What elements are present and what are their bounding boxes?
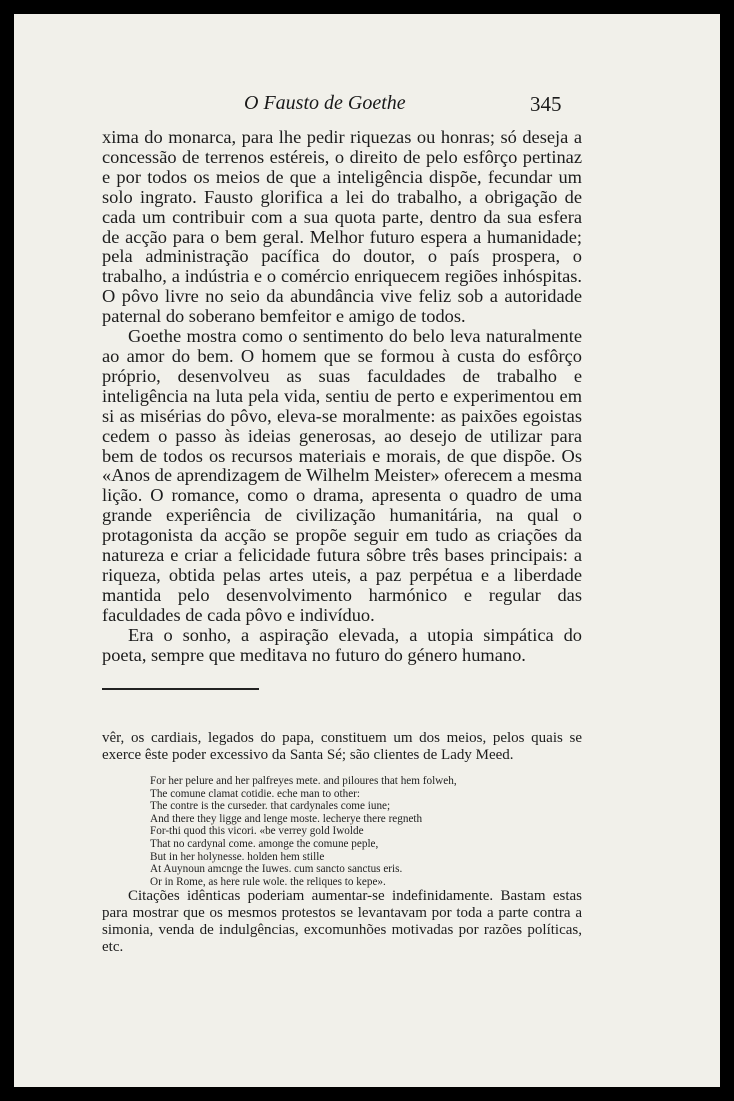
verse-line: That no cardynal come. amonge the comune peple,: [150, 837, 379, 850]
verse-line: Or in Rome, as here rule wole. the reliques to kepe».: [150, 875, 386, 888]
verse-quotation: [150, 775, 570, 888]
verse-line: But in her holynesse. holden hem stille: [150, 850, 325, 863]
page-number: 345: [530, 92, 562, 116]
footnote: [102, 730, 582, 764]
verse-line: The contre is the curseder. that cardynales come iune;: [150, 800, 391, 813]
verse-line: For-thi quod this vicori. «be verrey gold Iwolde: [150, 825, 364, 838]
footnote-divider: [102, 688, 259, 690]
main-text: [102, 128, 582, 665]
footnote-text: vêr, os cardiais, legados do papa, constituem um dos meios, pelos quais se exerce êste poder excessivo da Santa Sé; são clientes de Lady Meed.: [102, 730, 582, 763]
verse-line: For her pelure and her palfreyes mete. and piloures that hem folweh,: [150, 775, 457, 787]
footnote-closing: [102, 888, 582, 956]
verse-line: At Auynoun amcnge the Iuwes. cum sancto sanctus eris.: [150, 863, 403, 876]
running-title: O Fausto de Goethe: [244, 92, 406, 114]
page-header: [14, 92, 720, 118]
footnote-closing-text: Citações idênticas poderiam aumentar-se indefinidamente. Bastam estas para mostrar que os mesmos protestos se levantavam por toda a parte contra a simonia, venda de indulgências, excomunhões motivadas por razões políticas, etc.: [102, 888, 582, 955]
book-page: [14, 14, 720, 1087]
paragraph: xima do monarca, para lhe pedir riquezas ou honras; só deseja a concessão de terrenos estéreis, o direito de pelo esfôrço pertinaz e por todos os meios de que a inteligência dispõe, fecundar um solo ingrato. Fausto glorifica a lei do trabalho, a obrigação de cada um contribuir com a sua quota parte, dentro da sua esfera de acção para o bem geral. Melhor futuro espera a humanidade; pela administração pacífica do doutor, o país prospera, o trabalho, a indústria e o comércio enriquecem regiões inhóspitas. O pôvo livre no seio da abundância vive feliz sob a autoridade paternal do soberano bemfeitor e amigo de todos.: [102, 127, 582, 327]
paragraph: Era o sonho, a aspiração elevada, a utopia simpática do poeta, sempre que meditava no futuro do género humano.: [102, 624, 582, 665]
verse-line: And there they ligge and lenge moste. lecherye there regneth: [150, 812, 423, 825]
paragraph: Goethe mostra como o sentimento do belo leva naturalmente ao amor do bem. O homem que se formou à custa do esfôrço próprio, desenvolveu as suas faculdades de trabalho e inteligência na luta pela vida, sentiu de perto e experimentou em si as misérias do pôvo, eleva-se moralmente: as paixões egoistas cedem o passo às ideias generosas, ao desejo de utilizar para bem de todos os recursos materiais e morais, de que dispõe. Os «Anos de aprendizagem de Wilhelm Meister» oferecem a mesma lição. O romance, como o drama, apresenta o quadro de uma grande experiência de civilização humanitária, na qual o protagonista da acção se propõe seguir em tudo as criações da natureza e criar a felicidade futura sôbre três bases principais: a riqueza, obtida pelas artes uteis, a paz perpétua e a liberdade mantida pelo desenvolvimento harmónico e regular das faculdades de cada pôvo e indivíduo.: [102, 326, 582, 625]
verse-line: The comune clamat cotidie. eche man to other:: [150, 787, 360, 800]
